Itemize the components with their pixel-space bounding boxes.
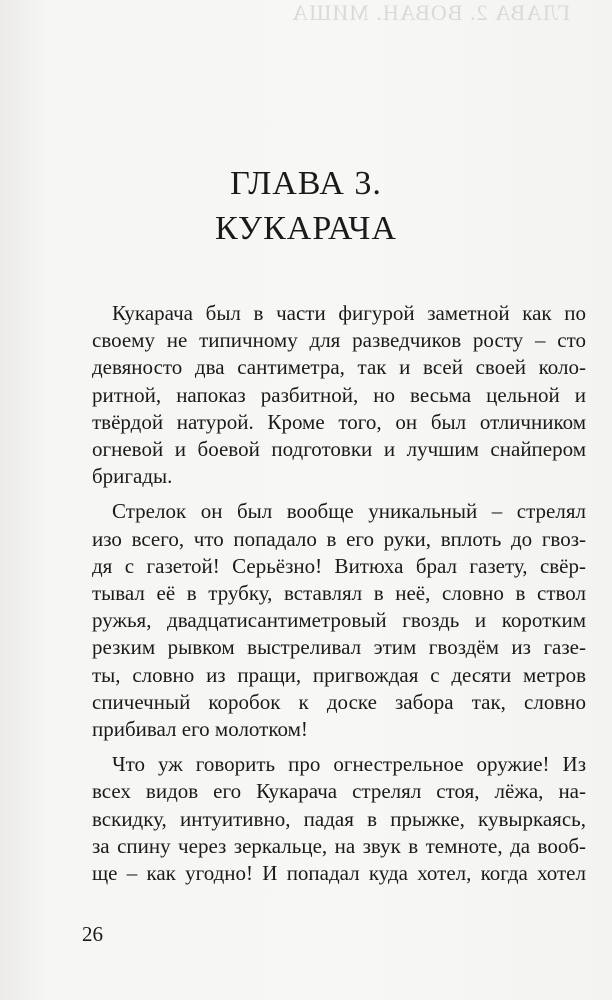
chapter-body <box>92 300 586 895</box>
text-line: тывал её в трубку, вставлял в неё, словно в ствол <box>92 581 586 606</box>
text-line: девяносто два сантиметра, так и всей своей коло- <box>92 355 586 380</box>
text-line: вскидку, интуитивно, падая в прыжке, кувыркаясь, <box>92 806 586 831</box>
text-line: за спину через зеркальце, на звук в темноте, да вооб- <box>92 833 586 858</box>
bleedthrough-texture <box>80 58 580 85</box>
text-line: резким рывком выстреливал этим гвоздём из газе- <box>92 635 586 660</box>
text-line: ще – как угодно! И попадал куда хотел, когда хотел <box>92 861 586 886</box>
text-line: бригады. <box>92 464 173 489</box>
page-number: 26 <box>82 922 103 946</box>
text-line: спичечный коробок к доске забора так, словно <box>92 689 586 714</box>
text-line: Что уж говорить про огнестрельное оружие! Из <box>112 752 586 777</box>
paragraph <box>92 751 586 887</box>
text-line: ритной, напоказ разбитной, но весьма цельной и <box>92 382 586 407</box>
running-head-bleedthrough: ГЛАВА 2. ВОВАН. МИША <box>291 0 570 25</box>
paragraph <box>92 498 586 743</box>
text-line: всех видов его Кукарача стрелял стоя, лёжа, на- <box>92 779 586 804</box>
text-line: Стрелок он был вообще уникальный – стрелял <box>112 499 586 524</box>
paragraph <box>92 300 586 490</box>
text-line: изо всего, что попадало в его руки, вплоть до гвоз- <box>92 526 586 551</box>
text-line: прибивал его молотком! <box>92 717 308 742</box>
text-line: своему не типичному для разведчиков росту – сто <box>92 328 586 353</box>
text-line: дя с газетой! Серьёзно! Витюха брал газету, свёр- <box>92 553 586 578</box>
text-line: твёрдой натурой. Кроме того, он был отличником <box>92 409 586 434</box>
text-line: огневой и боевой подготовки и лучшим снайпером <box>92 437 586 462</box>
chapter-number: ГЛАВА 3. <box>230 165 382 202</box>
chapter-title: КУКАРАЧА <box>215 210 397 247</box>
text-line: ты, словно из пращи, пригвождая с десяти метров <box>92 662 586 687</box>
text-line: Кукарача был в части фигурой заметной как по <box>112 301 586 325</box>
text-line: ружья, двадцатисантиметровый гвоздь и коротким <box>92 608 586 633</box>
